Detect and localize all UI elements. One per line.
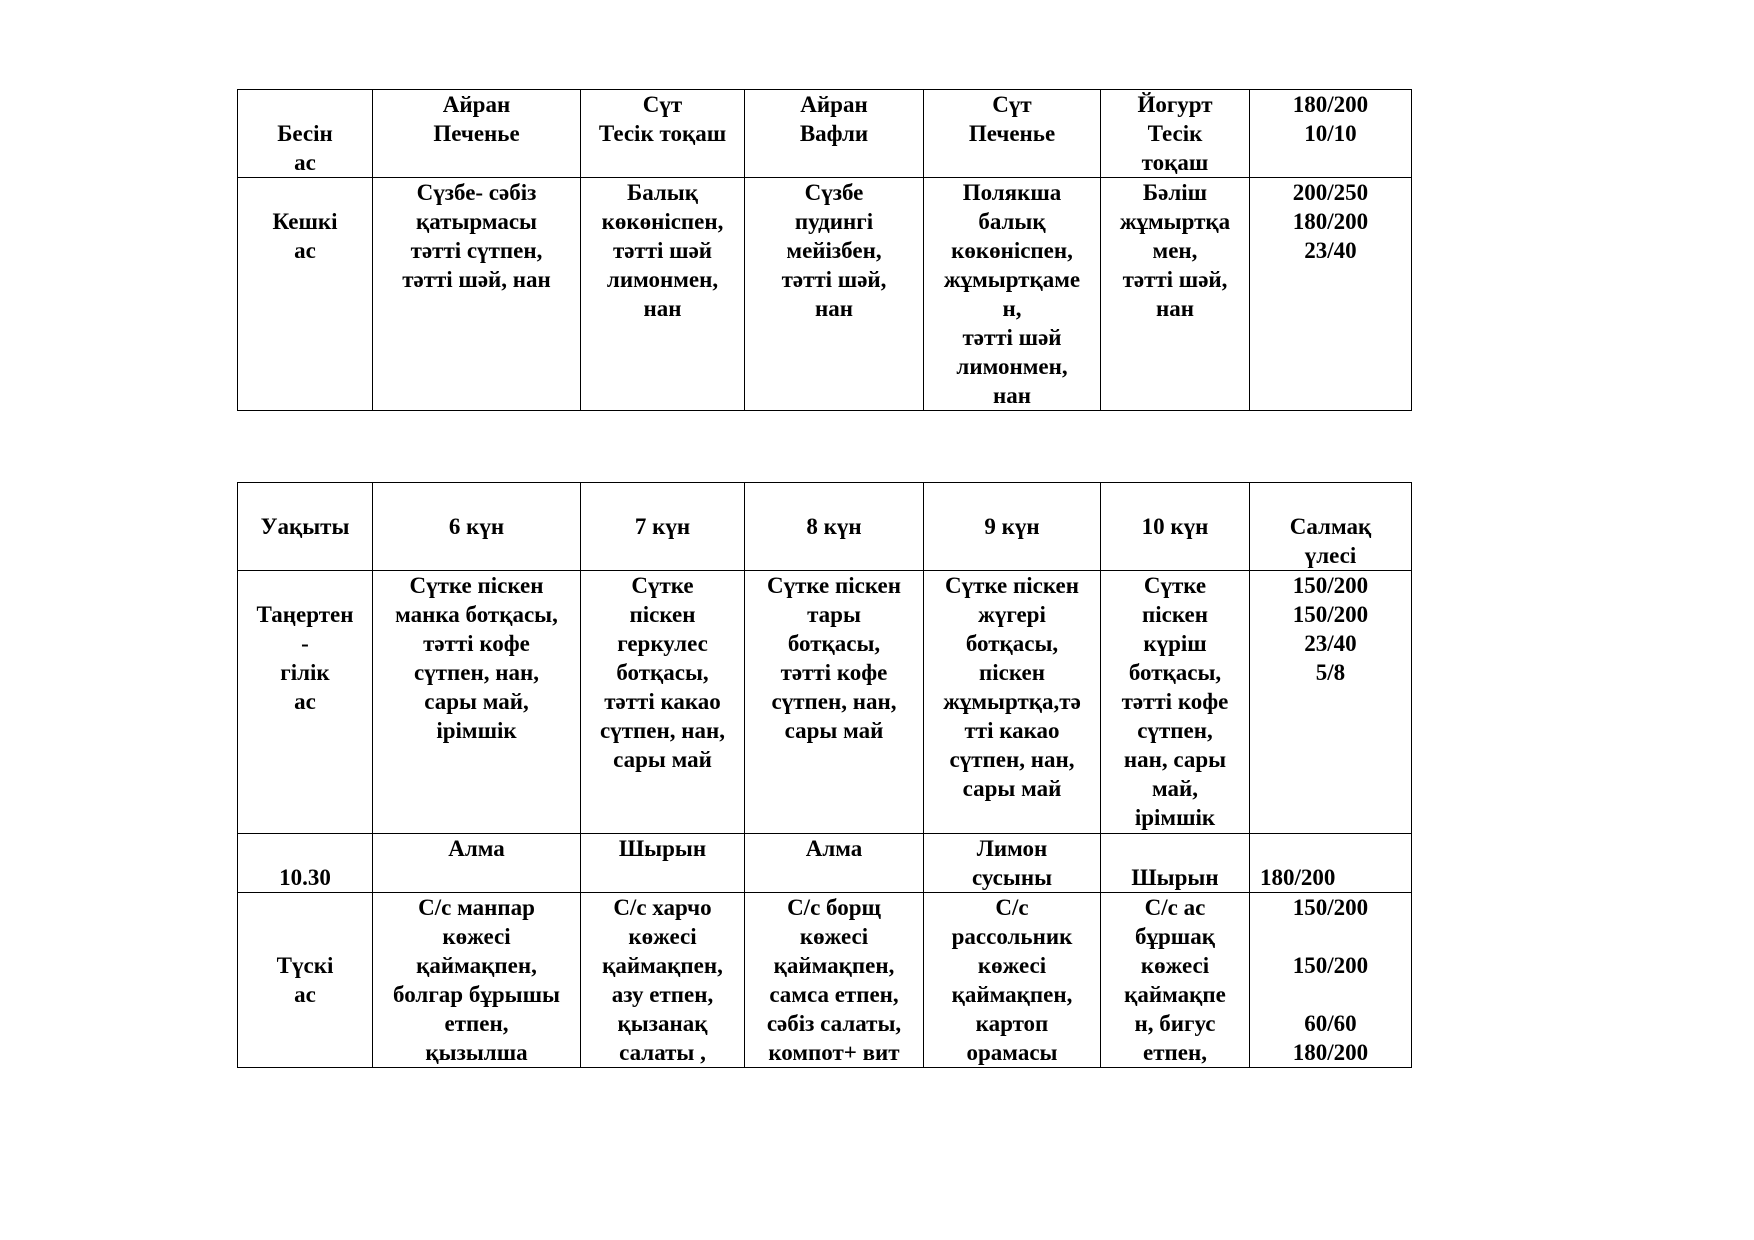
weight-column-header: Салмақ үлесі (1250, 483, 1412, 571)
menu-cell: Сүтке піскен жүгері ботқасы, піскен жұмыртқа,тә тті какао сүтпен, нан, сары май (924, 571, 1101, 834)
menu-cell: Сүт Печенье (924, 90, 1101, 178)
day-column-header: 9 күн (924, 483, 1101, 571)
menu-cell: Бәліш жұмыртқа мен, тәтті шәй, нан (1101, 178, 1250, 411)
table-row-snack-1030 (238, 834, 1412, 893)
menu-cell: Лимон сусыны (924, 834, 1101, 893)
menu-table-days-6-10 (237, 482, 1412, 1068)
menu-cell: Сүтке піскен күріш ботқасы, тәтті кофе сүтпен, нан, сары май, ірімшік (1101, 571, 1250, 834)
portion-weight-cell: 150/200 150/200 23/40 5/8 (1250, 571, 1412, 834)
portion-weight-cell: 180/200 10/10 (1250, 90, 1412, 178)
portion-weight-cell: 200/250 180/200 23/40 (1250, 178, 1412, 411)
menu-cell: Алма (745, 834, 924, 893)
table-row-afternoon-snack (238, 90, 1412, 178)
meal-label-cell: Бесін ас (238, 90, 373, 178)
menu-cell: Балық көкөніспен, тәтті шәй лимонмен, нан (581, 178, 745, 411)
menu-cell: Сүт Тесік тоқаш (581, 90, 745, 178)
menu-cell: С/с манпар көжесі қаймақпен, болгар бұрышы етпен, қызылша (373, 893, 581, 1068)
menu-cell: Шырын (1101, 834, 1250, 893)
meal-label-cell: Таңертен - гілік ас (238, 571, 373, 834)
menu-cell: С/с борщ көжесі қаймақпен, самса етпен, сәбіз салаты, компот+ вит (745, 893, 924, 1068)
table-row-lunch (238, 893, 1412, 1068)
menu-cell: Сүзбе пудингі мейізбен, тәтті шәй, нан (745, 178, 924, 411)
day-column-header: 7 күн (581, 483, 745, 571)
day-column-header: 6 күн (373, 483, 581, 571)
time-column-header: Уақыты (238, 483, 373, 571)
menu-cell: Йогурт Тесік тоқаш (1101, 90, 1250, 178)
table-header-row (238, 483, 1412, 571)
menu-cell: Сүтке піскен тары ботқасы, тәтті кофе сүтпен, нан, сары май (745, 571, 924, 834)
day-column-header: 8 күн (745, 483, 924, 571)
menu-cell: Сүтке піскен манка ботқасы, тәтті кофе сүтпен, нан, сары май, ірімшік (373, 571, 581, 834)
menu-cell: Айран Печенье (373, 90, 581, 178)
menu-cell: С/с ас бұршақ көжесі қаймақпе н, бигус етпен, (1101, 893, 1250, 1068)
day-column-header: 10 күн (1101, 483, 1250, 571)
menu-cell: Алма (373, 834, 581, 893)
table-row-dinner (238, 178, 1412, 411)
meal-label-cell: 10.30 (238, 834, 373, 893)
menu-cell: Айран Вафли (745, 90, 924, 178)
menu-cell: Шырын (581, 834, 745, 893)
meal-label-cell: Кешкі ас (238, 178, 373, 411)
table-row-breakfast (238, 571, 1412, 834)
menu-table-days-1-5 (237, 89, 1412, 411)
menu-cell: Сүзбе- сәбіз қатырмасы тәтті сүтпен, тәтті шәй, нан (373, 178, 581, 411)
menu-cell: Сүтке піскен геркулес ботқасы, тәтті какао сүтпен, нан, сары май (581, 571, 745, 834)
meal-label-cell: Түскі ас (238, 893, 373, 1068)
portion-weight-cell: 150/200 150/200 60/60 180/200 (1250, 893, 1412, 1068)
portion-weight-cell: 180/200 (1250, 834, 1412, 893)
menu-cell: Полякша балық көкөніспен, жұмыртқаме н, тәтті шәй лимонмен, нан (924, 178, 1101, 411)
menu-cell: С/с харчо көжесі қаймақпен, азу етпен, қызанақ салаты , (581, 893, 745, 1068)
menu-cell: С/с рассольник көжесі қаймақпен, картоп орамасы (924, 893, 1101, 1068)
